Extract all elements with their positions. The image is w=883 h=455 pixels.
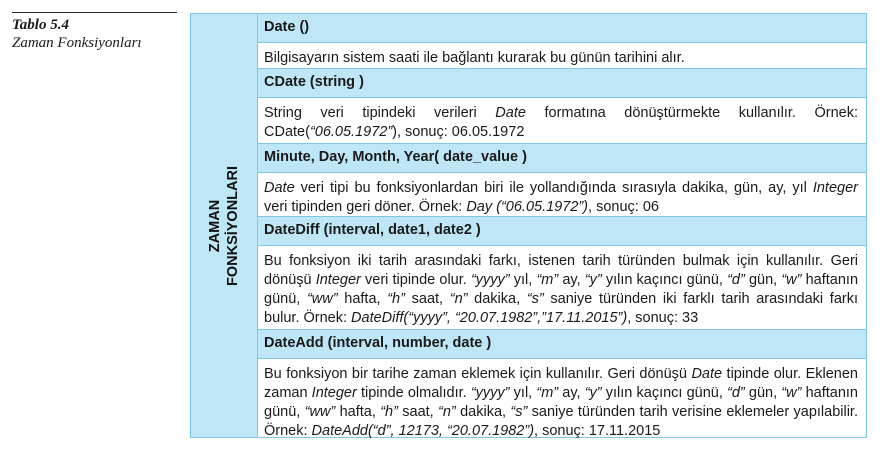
desc-text: gün, xyxy=(744,272,782,288)
desc-italic: “y” xyxy=(584,272,602,288)
desc-text: haftanın günü, xyxy=(264,385,858,420)
caption-rule xyxy=(12,12,177,13)
function-description xyxy=(258,359,866,442)
desc-italic: “h” xyxy=(387,291,405,307)
desc-text: ), sonuç: 06.05.1972 xyxy=(392,124,525,140)
desc-italic: Date xyxy=(691,366,723,382)
desc-italic: DateDiff(“yyyy”, “20.07.1982”,”17.11.2015”) xyxy=(351,310,628,326)
desc-text: , sonuç: 33 xyxy=(627,310,699,326)
desc-text: veri tipi bu fonksiyonlardan biri ile yollandığında sırasıyla dakika, gün, ay, yıl xyxy=(294,180,813,196)
side-label-line-2: FONKSİYONLARI xyxy=(225,165,241,286)
desc-text: yıl, xyxy=(509,272,537,288)
table-row xyxy=(258,68,866,143)
desc-italic: “yyyy” xyxy=(470,385,510,401)
desc-text: veri tipinden geri döner. Örnek: xyxy=(264,199,467,215)
desc-text: yılın kaçıncı günü, xyxy=(601,272,728,288)
desc-text: tipinde olur. Eklenen zaman xyxy=(264,366,858,401)
side-column xyxy=(191,14,258,437)
desc-italic: “m” xyxy=(536,385,559,401)
desc-italic: Integer xyxy=(315,272,361,288)
function-name: DateAdd (interval, number, date ) xyxy=(258,330,866,359)
function-description xyxy=(258,98,866,143)
desc-text: Bu fonksiyon bir tarihe zaman eklemek için kullanılır. Geri dönüşü xyxy=(264,366,692,382)
desc-text: tipinde olmalıdır. xyxy=(356,385,471,401)
desc-italic: “d” xyxy=(727,385,745,401)
desc-text: hafta, xyxy=(335,404,381,420)
caption-title: Zaman Fonksiyonları xyxy=(12,35,142,51)
table-rows xyxy=(258,14,866,437)
functions-table xyxy=(190,13,867,438)
desc-italic: “s” xyxy=(510,404,528,420)
desc-italic: “h” xyxy=(380,404,398,420)
desc-italic: “n” xyxy=(438,404,456,420)
desc-text: hafta, xyxy=(337,291,388,307)
desc-italic: “w” xyxy=(781,272,802,288)
table-row xyxy=(258,143,866,216)
desc-italic: “s” xyxy=(526,291,544,307)
function-name: Date () xyxy=(258,14,866,43)
desc-text: String veri tipindeki verileri xyxy=(264,105,496,121)
desc-text: saat, xyxy=(397,404,439,420)
desc-italic: Integer xyxy=(812,180,858,196)
table-row xyxy=(258,216,866,329)
desc-italic: “n” xyxy=(449,291,468,307)
desc-italic: “06.05.1972” xyxy=(309,124,393,140)
desc-text: dakika, xyxy=(467,291,527,307)
desc-italic: “ww” xyxy=(306,291,338,307)
desc-text: formatına dönüştürmekte kullanılır. Örnek: CDate( xyxy=(264,105,858,140)
desc-text: yıl, xyxy=(509,385,537,401)
function-name: DateDiff (interval, date1, date2 ) xyxy=(258,217,866,246)
desc-italic: “ww” xyxy=(304,404,336,420)
desc-italic: DateAdd(“d”, 12173, “20.07.1982”) xyxy=(311,423,535,439)
desc-italic: “m” xyxy=(536,272,559,288)
desc-text: saniye türünden tarih verisine eklemeler yapılabilir. Örnek: xyxy=(264,404,858,439)
desc-italic: “w” xyxy=(781,385,802,401)
desc-text: saat, xyxy=(404,291,450,307)
desc-text: dakika, xyxy=(455,404,511,420)
function-name: CDate (string ) xyxy=(258,69,866,98)
desc-text: , sonuç: 06 xyxy=(588,199,659,215)
table-row xyxy=(258,329,866,442)
desc-text: Bu fonksiyon iki tarih arasındaki farkı, istenen tarih türünden bulmak için kullanılır. Geri dönüşü xyxy=(264,253,858,288)
table-row xyxy=(258,14,866,68)
desc-italic: “y” xyxy=(584,385,602,401)
desc-italic: Day (“06.05.1972”) xyxy=(466,199,589,215)
function-name: Minute, Day, Month, Year( date_value ) xyxy=(258,144,866,173)
desc-text: veri tipinde olur. xyxy=(360,272,471,288)
desc-text: yılın kaçıncı günü, xyxy=(601,385,728,401)
desc-italic: Date xyxy=(264,180,295,196)
function-description xyxy=(258,173,866,218)
desc-italic: “d” xyxy=(727,272,745,288)
side-label-line-1: ZAMAN xyxy=(207,199,223,252)
desc-italic: “yyyy” xyxy=(470,272,510,288)
desc-text: Bilgisayarın sistem saati ile bağlantı kurarak bu günün tarihini alır. xyxy=(264,50,685,66)
desc-text: gün, xyxy=(744,385,782,401)
function-description xyxy=(258,43,866,69)
table-caption xyxy=(12,12,177,52)
desc-italic: Date xyxy=(495,105,526,121)
desc-italic: Integer xyxy=(311,385,357,401)
desc-text: haftanın günü, xyxy=(264,272,859,307)
desc-text: ay, xyxy=(558,272,585,288)
caption-number: Tablo 5.4 xyxy=(12,17,69,33)
side-label xyxy=(206,165,242,285)
desc-text: ay, xyxy=(558,385,585,401)
desc-text: saniye türünden iki farklı tarih arasındaki farkı bulur. Örnek: xyxy=(264,291,859,326)
desc-text: , sonuç: 17.11.2015 xyxy=(534,423,661,439)
function-description xyxy=(258,246,866,329)
